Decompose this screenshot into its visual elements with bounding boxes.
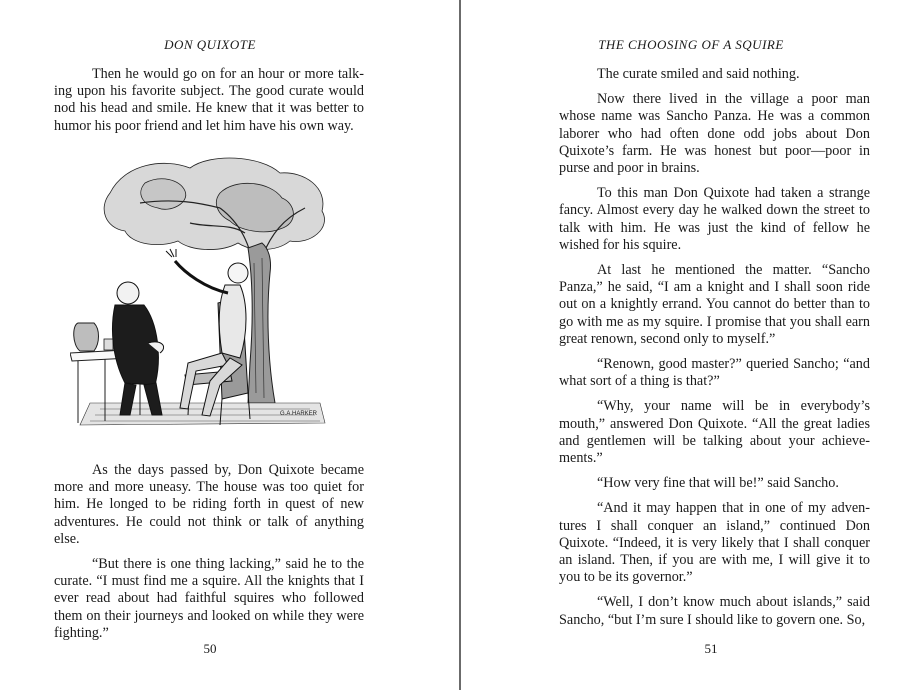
left-page-bottom-text bbox=[54, 462, 364, 650]
jug bbox=[74, 323, 99, 351]
left-page-top-text bbox=[54, 66, 364, 143]
paragraph: At last he mentioned the matter. “Sancho Panza,” he said, “I am a knight and I shall soon ride out on a knightly errand. You cannot do better than to go with me as my squire. I promise that you shall earn great renown, second only to myself.” bbox=[559, 262, 870, 347]
left-page bbox=[0, 0, 459, 690]
illustration-don-quixote-and-curate bbox=[70, 153, 335, 445]
paragraph: “How very fine that will be!” said Sancho. bbox=[597, 475, 839, 492]
page-number-left: 50 bbox=[203, 641, 217, 656]
paragraph: To this man Don Quixote had taken a strange fancy. Almost every day he walked down the street to talk with him. He was just the kind of fellow he wished for his squire. bbox=[559, 185, 870, 253]
curate-figure bbox=[112, 282, 163, 415]
tree-trunk bbox=[248, 243, 275, 403]
running-head-right: THE CHOOSING OF A SQUIRE bbox=[598, 37, 784, 52]
page-number-right: 51 bbox=[704, 641, 718, 656]
running-head-left: DON QUIXOTE bbox=[164, 37, 256, 52]
paragraph: As the days passed by, Don Quixote became more and more uneasy. The house was too quiet for him. He longed to be riding forth in quest of new adventures. He could not think or talk of anything else. bbox=[54, 462, 364, 547]
artist-signature: G.A.HARKER bbox=[280, 411, 318, 417]
cup bbox=[104, 339, 113, 350]
paragraph: “But there is one thing lacking,” said he to the curate. “I must find me a squire. All the knights that I ever read about had faithful squires who followed them on their journeys and looked on while they were fighting.” bbox=[54, 556, 364, 641]
paragraph: “Renown, good master?” queried Sancho; “and what sort of a thing is that?” bbox=[559, 356, 870, 390]
right-page bbox=[461, 0, 920, 690]
paragraph: “And it may happen that in one of my adventures I shall conquer an island,” continued Don Quixote. “Indeed, it is very likely that I shall conquer an island. Then, if you are with me, I will give it to you to be its governor.” bbox=[559, 500, 870, 586]
paragraph: “Well, I don’t know much about islands,” said Sancho, “but I’m sure I should like to govern one. So, bbox=[559, 594, 870, 628]
tree-foliage bbox=[104, 158, 324, 250]
paragraph: Now there lived in the village a poor man whose name was Sancho Panza. He was a common laborer who had often done odd jobs about Don Quixote’s farm. He was honest but poor—poor in purse and poor in brains. bbox=[559, 91, 870, 177]
paragraph: “Why, your name will be in everybody’s mouth,” answered Don Quixote. “All the great ladies and gentlemen will be talking about your achievements.” bbox=[559, 398, 870, 467]
paragraph: The curate smiled and said nothing. bbox=[597, 66, 800, 82]
right-page-text bbox=[559, 66, 870, 637]
paragraph: Then he would go on for an hour or more talking upon his favorite subject. The good curate would nod his head and smile. He knew that it was better to humor his poor friend and let him have his own way. bbox=[54, 66, 364, 134]
